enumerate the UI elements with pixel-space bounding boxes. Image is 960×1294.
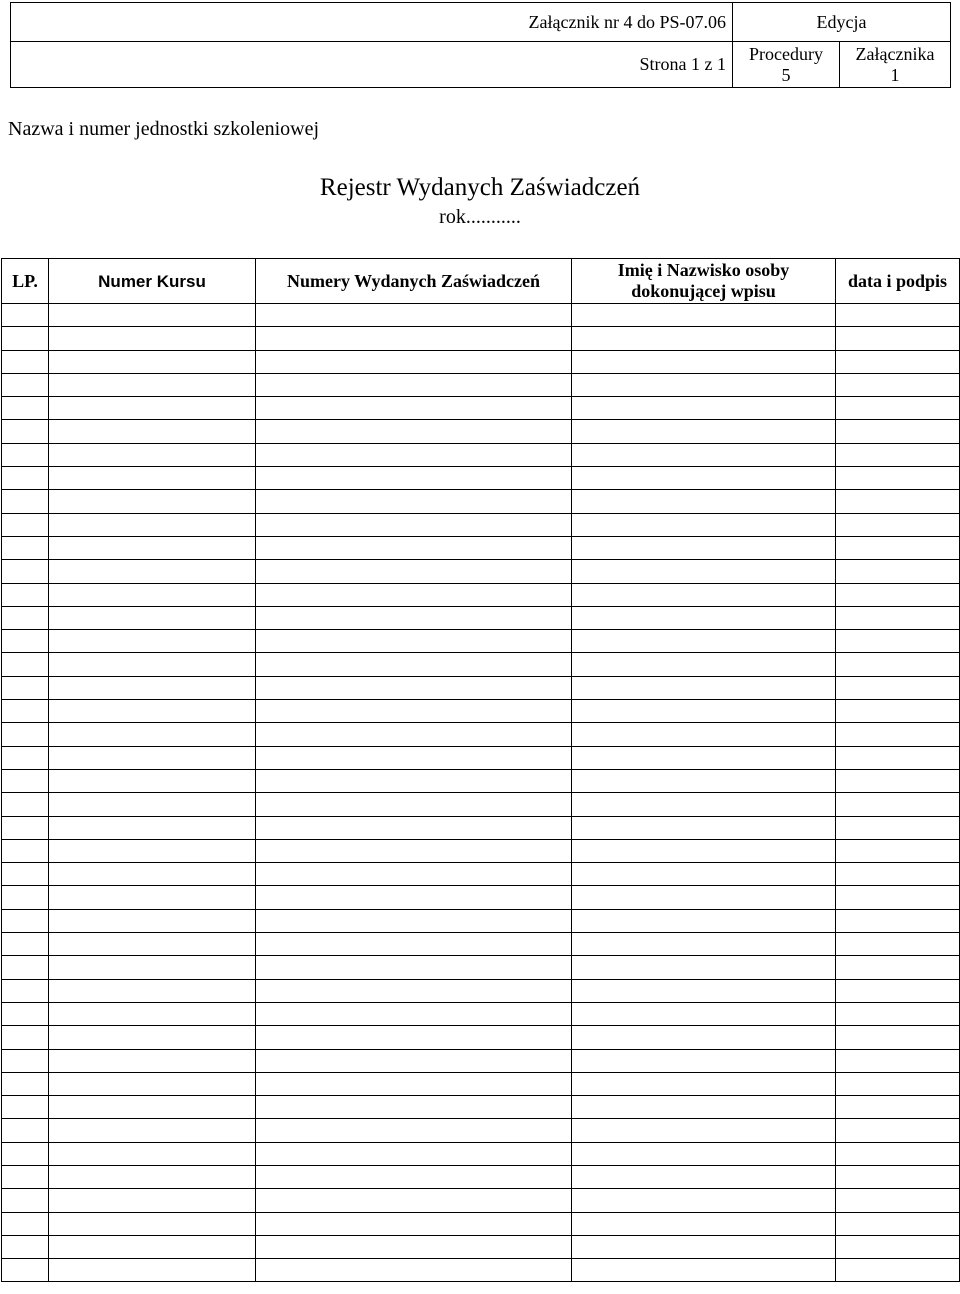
table-cell[interactable]	[836, 956, 960, 979]
table-cell[interactable]	[572, 1072, 836, 1095]
table-cell[interactable]	[836, 863, 960, 886]
table-cell[interactable]	[2, 653, 49, 676]
table-cell[interactable]	[49, 816, 256, 839]
table-cell[interactable]	[836, 1235, 960, 1258]
table-cell[interactable]	[836, 304, 960, 327]
table-cell[interactable]	[2, 1259, 49, 1282]
table-cell[interactable]	[572, 723, 836, 746]
column-header-certificate-numbers: Numery Wydanych Zaświadczeń	[256, 259, 572, 304]
table-cell[interactable]	[836, 746, 960, 769]
table-cell[interactable]	[49, 1002, 256, 1025]
table-row	[2, 350, 960, 373]
table-cell[interactable]	[256, 956, 572, 979]
table-cell[interactable]	[572, 909, 836, 932]
table-row	[2, 1072, 960, 1095]
procedure-number: 5	[781, 64, 791, 85]
table-cell[interactable]	[256, 676, 572, 699]
table-cell[interactable]	[836, 536, 960, 559]
table-row	[2, 816, 960, 839]
table-cell[interactable]	[572, 933, 836, 956]
table-cell[interactable]	[256, 839, 572, 862]
table-cell[interactable]	[256, 606, 572, 629]
table-cell[interactable]	[836, 1026, 960, 1049]
table-row	[2, 1235, 960, 1258]
table-cell[interactable]	[836, 606, 960, 629]
table-cell[interactable]	[572, 1096, 836, 1119]
table-cell[interactable]	[836, 933, 960, 956]
table-cell[interactable]	[2, 956, 49, 979]
page-title: Rejestr Wydanych Zaświadczeń	[319, 174, 641, 201]
table-cell[interactable]	[49, 979, 256, 1002]
table-cell[interactable]	[572, 816, 836, 839]
table-row	[2, 839, 960, 862]
table-cell[interactable]	[256, 327, 572, 350]
table-cell[interactable]	[256, 1049, 572, 1072]
table-cell[interactable]	[256, 1212, 572, 1235]
table-cell[interactable]	[49, 350, 256, 373]
table-cell[interactable]	[572, 467, 836, 490]
table-row	[2, 1142, 960, 1165]
table-cell[interactable]	[49, 327, 256, 350]
table-row	[2, 1026, 960, 1049]
table-cell[interactable]	[49, 1212, 256, 1235]
table-cell[interactable]	[836, 1002, 960, 1025]
table-cell[interactable]	[256, 630, 572, 653]
table-cell[interactable]	[256, 700, 572, 723]
table-cell[interactable]	[2, 1119, 49, 1142]
table-row	[2, 630, 960, 653]
table-cell[interactable]	[49, 1096, 256, 1119]
table-cell[interactable]	[256, 1072, 572, 1095]
table-cell[interactable]	[49, 1119, 256, 1142]
column-header-course-number: Numer Kursu	[49, 259, 256, 304]
table-row	[2, 793, 960, 816]
table-cell[interactable]	[572, 769, 836, 792]
table-cell[interactable]	[256, 536, 572, 559]
table-cell[interactable]	[836, 513, 960, 536]
table-cell[interactable]	[572, 1026, 836, 1049]
table-cell[interactable]	[572, 1235, 836, 1258]
table-cell[interactable]	[572, 793, 836, 816]
table-row	[2, 1119, 960, 1142]
table-cell[interactable]	[256, 979, 572, 1002]
table-cell[interactable]	[572, 1002, 836, 1025]
table-cell[interactable]	[49, 1142, 256, 1165]
table-cell[interactable]	[572, 630, 836, 653]
table-row	[2, 397, 960, 420]
table-cell[interactable]	[49, 443, 256, 466]
table-cell[interactable]	[49, 373, 256, 396]
table-cell[interactable]	[572, 373, 836, 396]
table-cell[interactable]	[49, 933, 256, 956]
table-cell[interactable]	[836, 327, 960, 350]
table-cell[interactable]	[256, 746, 572, 769]
table-cell[interactable]	[256, 1096, 572, 1119]
table-row	[2, 1259, 960, 1282]
table-cell[interactable]	[572, 583, 836, 606]
table-cell[interactable]	[2, 630, 49, 653]
table-cell[interactable]	[572, 886, 836, 909]
procedure-edition-cell	[733, 42, 840, 88]
table-cell[interactable]	[49, 304, 256, 327]
table-row	[2, 490, 960, 513]
table-cell[interactable]	[836, 443, 960, 466]
edition-label: Edycja	[733, 3, 951, 42]
table-row	[2, 443, 960, 466]
table-cell[interactable]	[836, 839, 960, 862]
table-cell[interactable]	[572, 653, 836, 676]
table-cell[interactable]	[49, 1189, 256, 1212]
table-cell[interactable]	[2, 1049, 49, 1072]
table-cell[interactable]	[256, 653, 572, 676]
table-cell[interactable]	[836, 373, 960, 396]
register-header-row	[2, 259, 960, 304]
table-row	[2, 327, 960, 350]
table-cell[interactable]	[572, 327, 836, 350]
table-cell[interactable]	[2, 839, 49, 862]
table-row	[2, 863, 960, 886]
table-cell[interactable]	[572, 956, 836, 979]
table-cell[interactable]	[49, 700, 256, 723]
table-cell[interactable]	[49, 723, 256, 746]
column-header-date-signature: data i podpis	[836, 259, 960, 304]
table-cell[interactable]	[49, 397, 256, 420]
table-cell[interactable]	[836, 350, 960, 373]
table-row	[2, 1002, 960, 1025]
procedure-label: Procedury	[749, 43, 823, 64]
table-cell[interactable]	[2, 560, 49, 583]
table-cell[interactable]	[836, 1259, 960, 1282]
table-cell[interactable]	[572, 397, 836, 420]
table-cell[interactable]	[2, 443, 49, 466]
table-cell[interactable]	[572, 839, 836, 862]
table-row	[2, 467, 960, 490]
table-row	[2, 1096, 960, 1119]
table-cell[interactable]	[49, 1235, 256, 1258]
table-cell[interactable]	[49, 490, 256, 513]
table-cell[interactable]	[256, 769, 572, 792]
table-cell[interactable]	[256, 490, 572, 513]
table-cell[interactable]	[572, 560, 836, 583]
table-cell[interactable]	[49, 839, 256, 862]
table-cell[interactable]	[572, 700, 836, 723]
table-cell[interactable]	[49, 863, 256, 886]
table-cell[interactable]	[256, 1165, 572, 1188]
table-cell[interactable]	[2, 1212, 49, 1235]
table-cell[interactable]	[572, 350, 836, 373]
table-cell[interactable]	[2, 793, 49, 816]
table-row	[2, 583, 960, 606]
table-cell[interactable]	[256, 304, 572, 327]
table-cell[interactable]	[2, 816, 49, 839]
table-cell[interactable]	[2, 863, 49, 886]
table-row	[2, 606, 960, 629]
table-cell[interactable]	[572, 1119, 836, 1142]
table-cell[interactable]	[49, 1026, 256, 1049]
attachment-edition-label: Załącznika	[855, 43, 935, 64]
table-cell[interactable]	[572, 1142, 836, 1165]
table-row	[2, 653, 960, 676]
table-cell[interactable]	[256, 350, 572, 373]
table-cell[interactable]	[836, 653, 960, 676]
table-cell[interactable]	[2, 536, 49, 559]
page-label: Strona 1 z 1	[11, 42, 733, 88]
table-cell[interactable]	[836, 723, 960, 746]
table-row	[2, 373, 960, 396]
table-cell[interactable]	[49, 886, 256, 909]
table-cell[interactable]	[836, 769, 960, 792]
table-cell[interactable]	[836, 793, 960, 816]
table-cell[interactable]	[836, 1189, 960, 1212]
table-cell[interactable]	[836, 979, 960, 1002]
table-cell[interactable]	[49, 606, 256, 629]
table-cell[interactable]	[572, 304, 836, 327]
table-row	[2, 420, 960, 443]
table-cell[interactable]	[256, 373, 572, 396]
table-cell[interactable]	[572, 676, 836, 699]
table-row	[2, 676, 960, 699]
table-cell[interactable]	[49, 769, 256, 792]
table-cell[interactable]	[572, 1049, 836, 1072]
attachment-edition-cell	[840, 42, 951, 88]
table-row	[2, 909, 960, 932]
table-cell[interactable]	[2, 933, 49, 956]
table-cell[interactable]	[49, 513, 256, 536]
table-row	[2, 723, 960, 746]
table-row	[2, 536, 960, 559]
table-cell[interactable]	[2, 513, 49, 536]
table-row	[2, 933, 960, 956]
table-cell[interactable]	[836, 467, 960, 490]
table-cell[interactable]	[49, 1165, 256, 1188]
table-cell[interactable]	[256, 1235, 572, 1258]
table-cell[interactable]	[49, 909, 256, 932]
column-header-person-name: Imię i Nazwisko osoby dokonującej wpisu	[572, 259, 836, 304]
table-cell[interactable]	[836, 816, 960, 839]
table-cell[interactable]	[2, 327, 49, 350]
table-cell[interactable]	[256, 863, 572, 886]
year-label: rok...........	[439, 206, 521, 228]
table-cell[interactable]	[49, 420, 256, 443]
table-cell[interactable]	[256, 723, 572, 746]
table-cell[interactable]	[256, 467, 572, 490]
table-cell[interactable]	[49, 467, 256, 490]
table-cell[interactable]	[49, 630, 256, 653]
table-cell[interactable]	[2, 676, 49, 699]
table-cell[interactable]	[49, 536, 256, 559]
table-cell[interactable]	[2, 886, 49, 909]
table-cell[interactable]	[2, 373, 49, 396]
table-row	[2, 886, 960, 909]
table-cell[interactable]	[2, 700, 49, 723]
table-row	[2, 1212, 960, 1235]
table-cell[interactable]	[2, 1072, 49, 1095]
table-row	[2, 700, 960, 723]
table-cell[interactable]	[2, 1165, 49, 1188]
table-cell[interactable]	[2, 769, 49, 792]
table-cell[interactable]	[49, 676, 256, 699]
table-cell[interactable]	[256, 397, 572, 420]
table-cell[interactable]	[2, 1002, 49, 1025]
table-row	[2, 746, 960, 769]
table-row	[2, 1165, 960, 1188]
table-row	[2, 1049, 960, 1072]
table-cell[interactable]	[49, 793, 256, 816]
table-row	[2, 979, 960, 1002]
table-cell[interactable]	[256, 909, 572, 932]
table-cell[interactable]	[49, 1072, 256, 1095]
table-cell[interactable]	[2, 397, 49, 420]
table-cell[interactable]	[49, 583, 256, 606]
table-cell[interactable]	[836, 420, 960, 443]
table-cell[interactable]	[2, 420, 49, 443]
table-cell[interactable]	[836, 1049, 960, 1072]
table-cell[interactable]	[2, 1142, 49, 1165]
table-cell[interactable]	[572, 1165, 836, 1188]
unit-name-label: Nazwa i numer jednostki szkoleniowej	[8, 118, 320, 140]
table-cell[interactable]	[256, 513, 572, 536]
table-row	[2, 956, 960, 979]
table-cell[interactable]	[49, 653, 256, 676]
table-cell[interactable]	[256, 1002, 572, 1025]
table-row	[2, 513, 960, 536]
table-cell[interactable]	[256, 886, 572, 909]
table-cell[interactable]	[836, 700, 960, 723]
table-cell[interactable]	[256, 420, 572, 443]
table-cell[interactable]	[2, 909, 49, 932]
table-cell[interactable]	[256, 793, 572, 816]
table-cell[interactable]	[572, 979, 836, 1002]
table-cell[interactable]	[836, 630, 960, 653]
table-cell[interactable]	[2, 304, 49, 327]
table-row	[2, 1189, 960, 1212]
table-cell[interactable]	[2, 350, 49, 373]
table-cell[interactable]	[836, 397, 960, 420]
table-cell[interactable]	[2, 746, 49, 769]
table-cell[interactable]	[256, 583, 572, 606]
table-cell[interactable]	[2, 1026, 49, 1049]
register-table	[1, 258, 960, 1282]
attachment-edition-number: 1	[890, 64, 900, 85]
table-cell[interactable]	[836, 1072, 960, 1095]
attachment-label: Załącznik nr 4 do PS-07.06	[11, 3, 733, 42]
table-cell[interactable]	[572, 606, 836, 629]
table-cell[interactable]	[836, 676, 960, 699]
table-cell[interactable]	[836, 1212, 960, 1235]
table-cell[interactable]	[49, 560, 256, 583]
table-cell[interactable]	[572, 443, 836, 466]
table-cell[interactable]	[836, 490, 960, 513]
table-cell[interactable]	[836, 909, 960, 932]
table-cell[interactable]	[836, 583, 960, 606]
table-cell[interactable]	[256, 1119, 572, 1142]
table-cell[interactable]	[256, 443, 572, 466]
column-header-lp: LP.	[2, 259, 49, 304]
table-cell[interactable]	[49, 746, 256, 769]
table-cell[interactable]	[572, 863, 836, 886]
table-cell[interactable]	[2, 1096, 49, 1119]
register-body	[2, 304, 960, 1282]
table-cell[interactable]	[2, 490, 49, 513]
table-cell[interactable]	[572, 536, 836, 559]
table-cell[interactable]	[256, 1142, 572, 1165]
table-cell[interactable]	[572, 1189, 836, 1212]
table-cell[interactable]	[836, 560, 960, 583]
table-cell[interactable]	[256, 933, 572, 956]
table-cell[interactable]	[836, 1165, 960, 1188]
table-cell[interactable]	[572, 490, 836, 513]
document-header	[10, 2, 951, 88]
table-cell[interactable]	[836, 1119, 960, 1142]
table-cell[interactable]	[49, 956, 256, 979]
table-cell[interactable]	[2, 979, 49, 1002]
table-cell[interactable]	[256, 816, 572, 839]
table-cell[interactable]	[572, 1212, 836, 1235]
table-cell[interactable]	[836, 886, 960, 909]
table-cell[interactable]	[49, 1049, 256, 1072]
table-cell[interactable]	[256, 1259, 572, 1282]
table-row	[2, 560, 960, 583]
table-cell[interactable]	[256, 560, 572, 583]
table-cell[interactable]	[572, 513, 836, 536]
table-cell[interactable]	[2, 467, 49, 490]
table-cell[interactable]	[256, 1026, 572, 1049]
table-row	[2, 304, 960, 327]
table-cell[interactable]	[2, 606, 49, 629]
table-cell[interactable]	[2, 1235, 49, 1258]
table-cell[interactable]	[49, 1259, 256, 1282]
table-cell[interactable]	[572, 420, 836, 443]
table-cell[interactable]	[256, 1189, 572, 1212]
table-row	[2, 769, 960, 792]
table-cell[interactable]	[836, 1142, 960, 1165]
table-cell[interactable]	[572, 1259, 836, 1282]
table-cell[interactable]	[2, 1189, 49, 1212]
table-cell[interactable]	[2, 723, 49, 746]
table-cell[interactable]	[2, 583, 49, 606]
table-cell[interactable]	[836, 1096, 960, 1119]
table-cell[interactable]	[572, 746, 836, 769]
